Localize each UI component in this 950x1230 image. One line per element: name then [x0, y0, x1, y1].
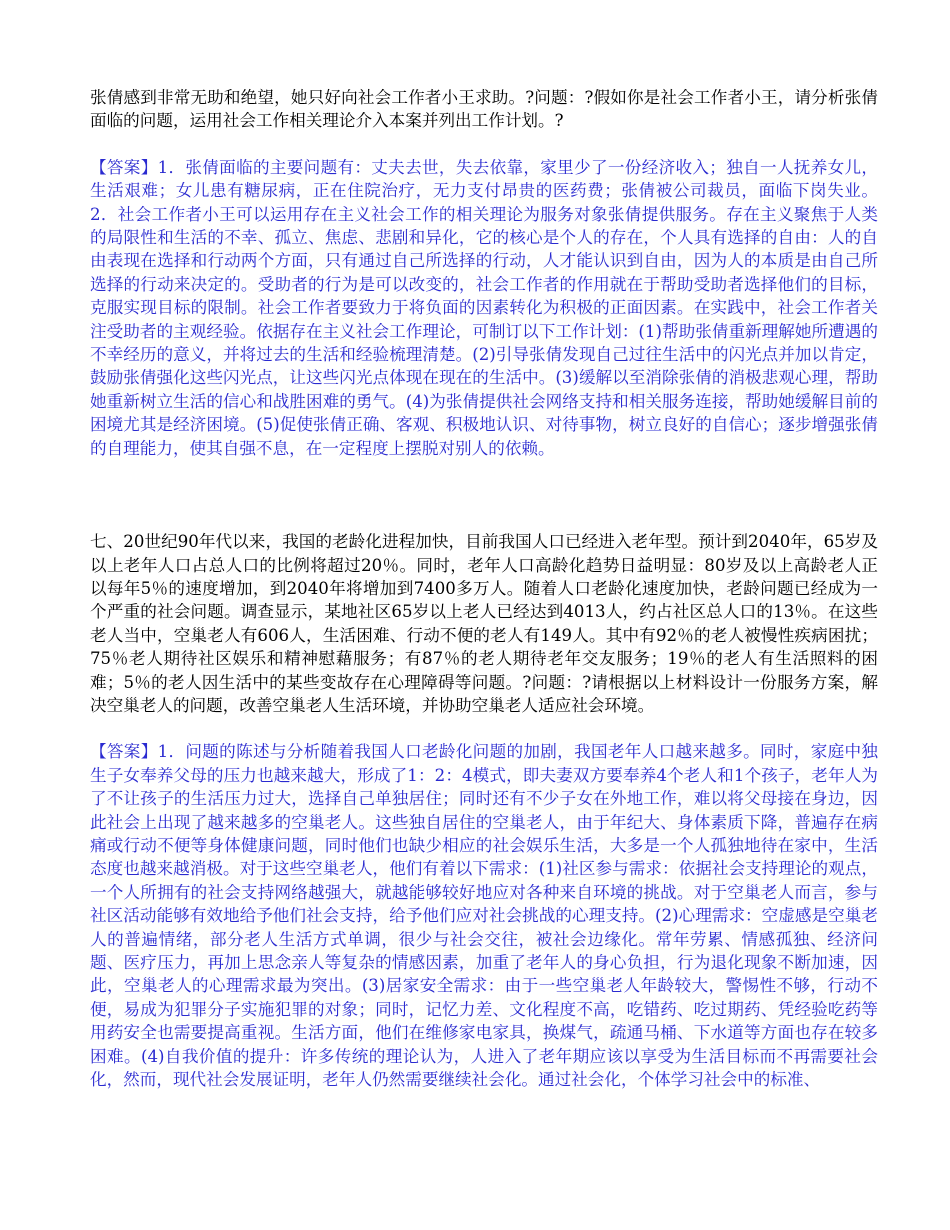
answer-6: 【答案】1．张倩面临的主要问题有：丈夫去世，失去依靠，家里少了一份经济收入；独自一人抚养女儿，生活艰难；女儿患有糖尿病，正在住院治疗，无力支付昂贵的医药费；张倩被公司裁员，面临下岗失业。2．社会工作者小王可以运用存在主义社会工作的相关理论为服务对象张倩提供服务。存在主义聚焦于人类的局限性和生活的不幸、孤立、焦虑、悲剧和异化，它的核心是个人的存在，个人具有选择的自由：人的自由表现在选择和行动两个方面，只有通过自己所选择的行动，人才能认识到自由，因为人的本质是由自己所选择的行动来决定的。受助者的行为是可以改变的，社会工作者的作用就在于帮助受助者选择他们的目标，克服实现目标的限制。社会工作者要致力于将负面的因素转化为积极的正面因素。在实践中，社会工作者关注受助者的主观经验。依据存在主义社会工作理论，可制订以下工作计划：(1)帮助张倩重新理解她所遭遇的不幸经历的意义，并将过去的生活和经验梳理清楚。(2)引导张倩发现自己过往生活中的闪光点并加以肯定，鼓励张倩强化这些闪光点，让这些闪光点体现在现在的生活中。(3)缓解以至消除张倩的消极悲观心理，帮助她重新树立生活的信心和战胜困难的勇气。(4)为张倩提供社会网络支持和相关服务连接，帮助她缓解目前的困境尤其是经济困境。(5)促使张倩正确、客观、积极地认识、对待事物，树立良好的自信心；逐步增强张倩的自理能力，使其自强不息，在一定程度上摆脱对别人的依赖。 [90, 157, 878, 458]
spacer [90, 133, 878, 156]
answer-7: 【答案】1．问题的陈述与分析随着我国人口老龄化问题的加剧，我国老年人口越来越多。同时，家庭中独生子女奉养父母的压力也越来越大，形成了1：2：4模式，即夫妻双方要奉养4个老人和1个孩子，老年人为了不让孩子的生活压力过大，选择自己单独居住；同时还有不少子女在外地工作，难以将父母接在身边，因此社会上出现了越来越多的空巢老人。这些独自居住的空巢老人，由于年纪大、身体素质下降，普遍存在病痛或行动不便等身体健康问题，同时他们也缺少相应的社会娱乐生活，大多是一个人孤独地待在家中，生活态度也越来越消极。对于这些空巢老人，他们有着以下需求：(1)社区参与需求：依据社会支持理论的观点，一个人所拥有的社会支持网络越强大，就越能够较好地应对各种来自环境的挑战。对于空巢老人而言，参与社区活动能够有效地给予他们社会支持，给予他们应对社会挑战的心理支持。(2)心理需求：空虚感是空巢老人的普遍情绪，部分老人生活方式单调，很少与社会交往，被社会边缘化。常年劳累、情感孤独、经济问题、医疗压力，再加上思念亲人等复杂的情感因素，加重了老年人的身心负担，行为退化现象不断加速，因此，空巢老人的心理需求最为突出。(3)居家安全需求：由于一些空巢老人年龄较大，警惕性不够，行动不便，易成为犯罪分子实施犯罪的对象；同时，记忆力差、文化程度不高，吃错药、吃过期药、凭经验吃药等用药安全也需要提高重视。生活方面，他们在维修家电家具，换煤气，疏通马桶、下水道等方面也存在较多困难。(4)自我价值的提升：许多传统的理论认为，人进入了老年期应该以享受为生活目标而不再需要社会化，然而，现代社会发展证明，老年人仍然需要继续社会化。通过社会化，个体学习社会中的标准、 [90, 742, 878, 1090]
question-7: 七、20世纪90年代以来，我国的老龄化进程加快，目前我国人口已经进入老年型。预计到2040年，65岁及以上老年人口占总人口的比例将超过20％。同时，老年人口高龄化趋势日益明显：80岁及以上高龄老人正以每年5％的速度增加，到2040年将增加到7400多万人。随着人口老龄化速度加快，老龄问题已经成为一个严重的社会问题。调查显示，某地社区65岁以上老人已经达到4013人，约占社区总人口的13％。在这些老人当中，空巢老人有606人，生活困难、行动不便的老人有149人。其中有92％的老人被慢性疾病困扰；75％老人期待社区娱乐和精神慰藉服务；有87％的老人期待老年交友服务；19％的老人有生活照料的困难；5％的老人因生活中的某些变故存在心理障碍等问题。?问题：?请根据以上材料设计一份服务方案，解决空巢老人的问题，改善空巢老人生活环境，并协助空巢老人适应社会环境。 [90, 532, 878, 715]
spacer [90, 717, 878, 740]
document-page [90, 86, 878, 1091]
question-6-tail: 张倩感到非常无助和绝望，她只好向社会工作者小王求助。?问题：?假如你是社会工作者小王，请分析张倩面临的问题，运用社会工作相关理论介入本案并列出工作计划。? [90, 88, 878, 131]
spacer [90, 460, 878, 530]
